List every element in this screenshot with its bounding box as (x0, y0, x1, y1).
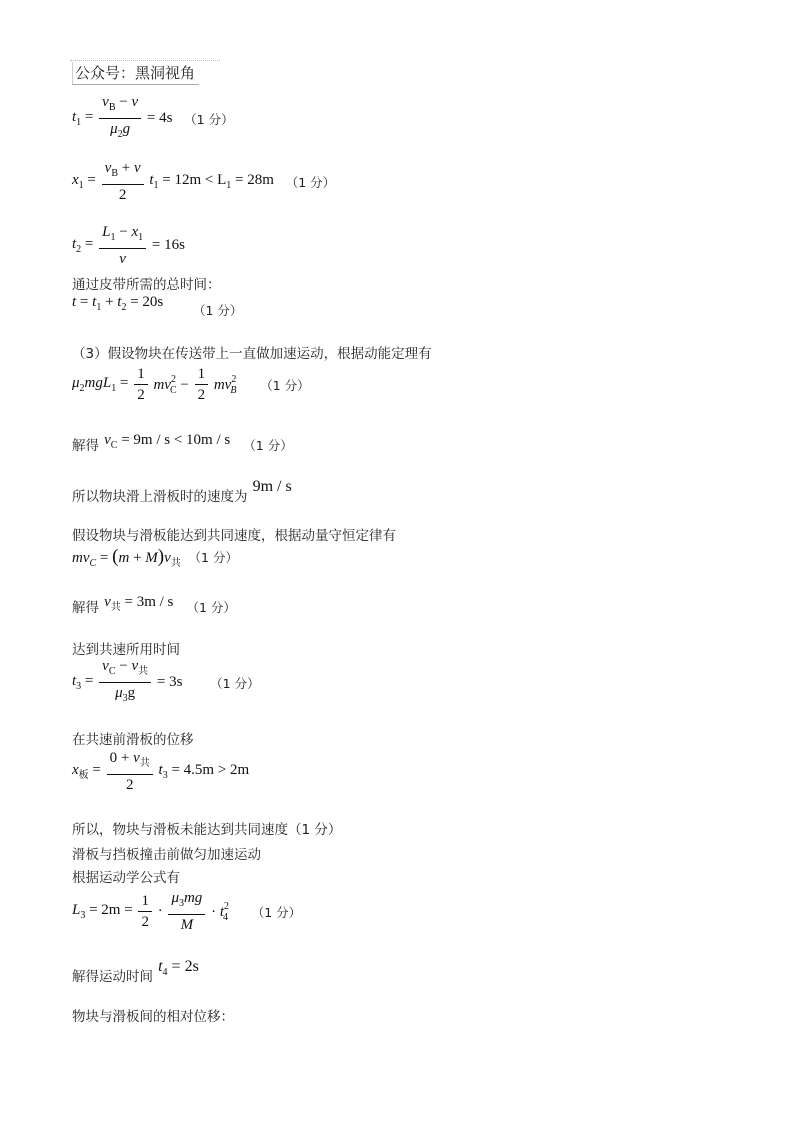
equation-t4: $_{解得运动时间}$ $t_4 = 2s$ (72, 958, 199, 985)
equation-t1-result: = 4s (146, 110, 173, 126)
equation-vc: 解得 $v_C = 9m / s < 10m / s$ （1 分） (72, 432, 293, 454)
equation-t1: $t_1$ = $\frac{v_B - v}{\mu_2g}$ = 4s （1 分） (72, 94, 234, 140)
text-total-time: 通过皮带所需的总时间： (72, 277, 221, 293)
equation-x-board: $x_板$ = $\frac{0 + v_共}{2}$ $t_3 = 4.5m > 2m$ (72, 750, 250, 793)
equation-t-total: $t = t_1 + t_2 = 20s$ （1 分） (72, 294, 243, 318)
text-t4: 解得运动时间 (72, 969, 153, 985)
score-mark: （1 分） (210, 675, 260, 691)
score-mark: （1 分） (188, 550, 238, 565)
equation-x-board-result: = 4.5m > 2m (171, 762, 250, 778)
equation-t2: $t_2$ = $\frac{L_1 - x_1}{v}$ = 16s (72, 224, 185, 267)
equation-energy: $\mu_2mgL_1$ = $\frac{1}{2}$ $mv^2_C$ − $\frac{1}{2}$ $mv^2_B$ （1 分） (72, 366, 310, 403)
speed-value: 9m / s (252, 478, 292, 495)
equation-t4-result: = 2s (171, 958, 199, 975)
score-mark: （1 分） (186, 600, 236, 615)
score-mark: （1 分） (251, 904, 302, 920)
equation-x1: $x_1$ = $\frac{v_B + v}{2}$ $t_1 = 12m < L_1 = 28m$ （1 分） (72, 160, 336, 203)
text-speed-line (72, 476, 292, 505)
equation-l3-lhs: = 2m = (89, 902, 133, 918)
text-speed: 所以物块滑上滑板时的速度为 (72, 489, 248, 505)
text-relative: 物块与滑板间的相对位移： (72, 1009, 234, 1025)
equation-v-common: 解得 $v_共 = 3m / s$ （1 分） (72, 594, 236, 616)
equation-x1-t: t (149, 172, 154, 188)
equation-l3: $L_3 = 2m$ = $\frac{1}{2}$ · $\frac{\mu_3mg}{M}$ · $t^2_4$ （1 分） (72, 890, 302, 933)
text-time-common: 达到共速所用时间 (72, 642, 180, 658)
text-part3: （3）假设物块在传送带上一直做加速运动，根据动能定理有 (72, 346, 432, 362)
equation-t3: $t_3$ = $\frac{v_C - v_共}{\mu_3g}$ = 3s （1 分） (72, 658, 260, 704)
text-kinematics: 根据运动学公式有 (72, 870, 180, 886)
watermark-text: 公众号：黑洞视角 (72, 62, 199, 85)
equation-v-common-result: = 3m / s (124, 594, 174, 610)
equation-momentum: $mv_C = (m + M)v_共$ （1 分） (72, 546, 238, 569)
equation-t-total-result: = 20s (130, 294, 164, 310)
text-jiede: 解得 (72, 438, 99, 454)
text-displacement: 在共速前滑板的位移 (72, 732, 194, 748)
equation-t3-result: = 3s (156, 674, 183, 690)
equation-t2-result: = 16s (151, 237, 185, 253)
score-mark: （1 分） (243, 438, 293, 453)
text-jiede: 解得 (72, 600, 99, 616)
text-momentum: 假设物块与滑板能达到共同速度，根据动量守恒定律有 (72, 528, 396, 544)
score-mark: （1 分） (193, 302, 243, 318)
equation-x1-result: = 12m < L (162, 172, 227, 188)
equation-vc-result: = 9m / s < 10m / s (121, 432, 231, 448)
score-mark: （1 分） (184, 111, 234, 127)
score-mark: （1 分） (285, 174, 336, 190)
text-board-motion: 滑板与挡板撞击前做匀加速运动 (72, 847, 261, 863)
equation-x1-end: = 28m (235, 172, 274, 188)
text-conclusion: 所以，物块与滑板未能达到共同速度（1 分） (72, 822, 342, 838)
score-mark: （1 分） (260, 377, 310, 393)
